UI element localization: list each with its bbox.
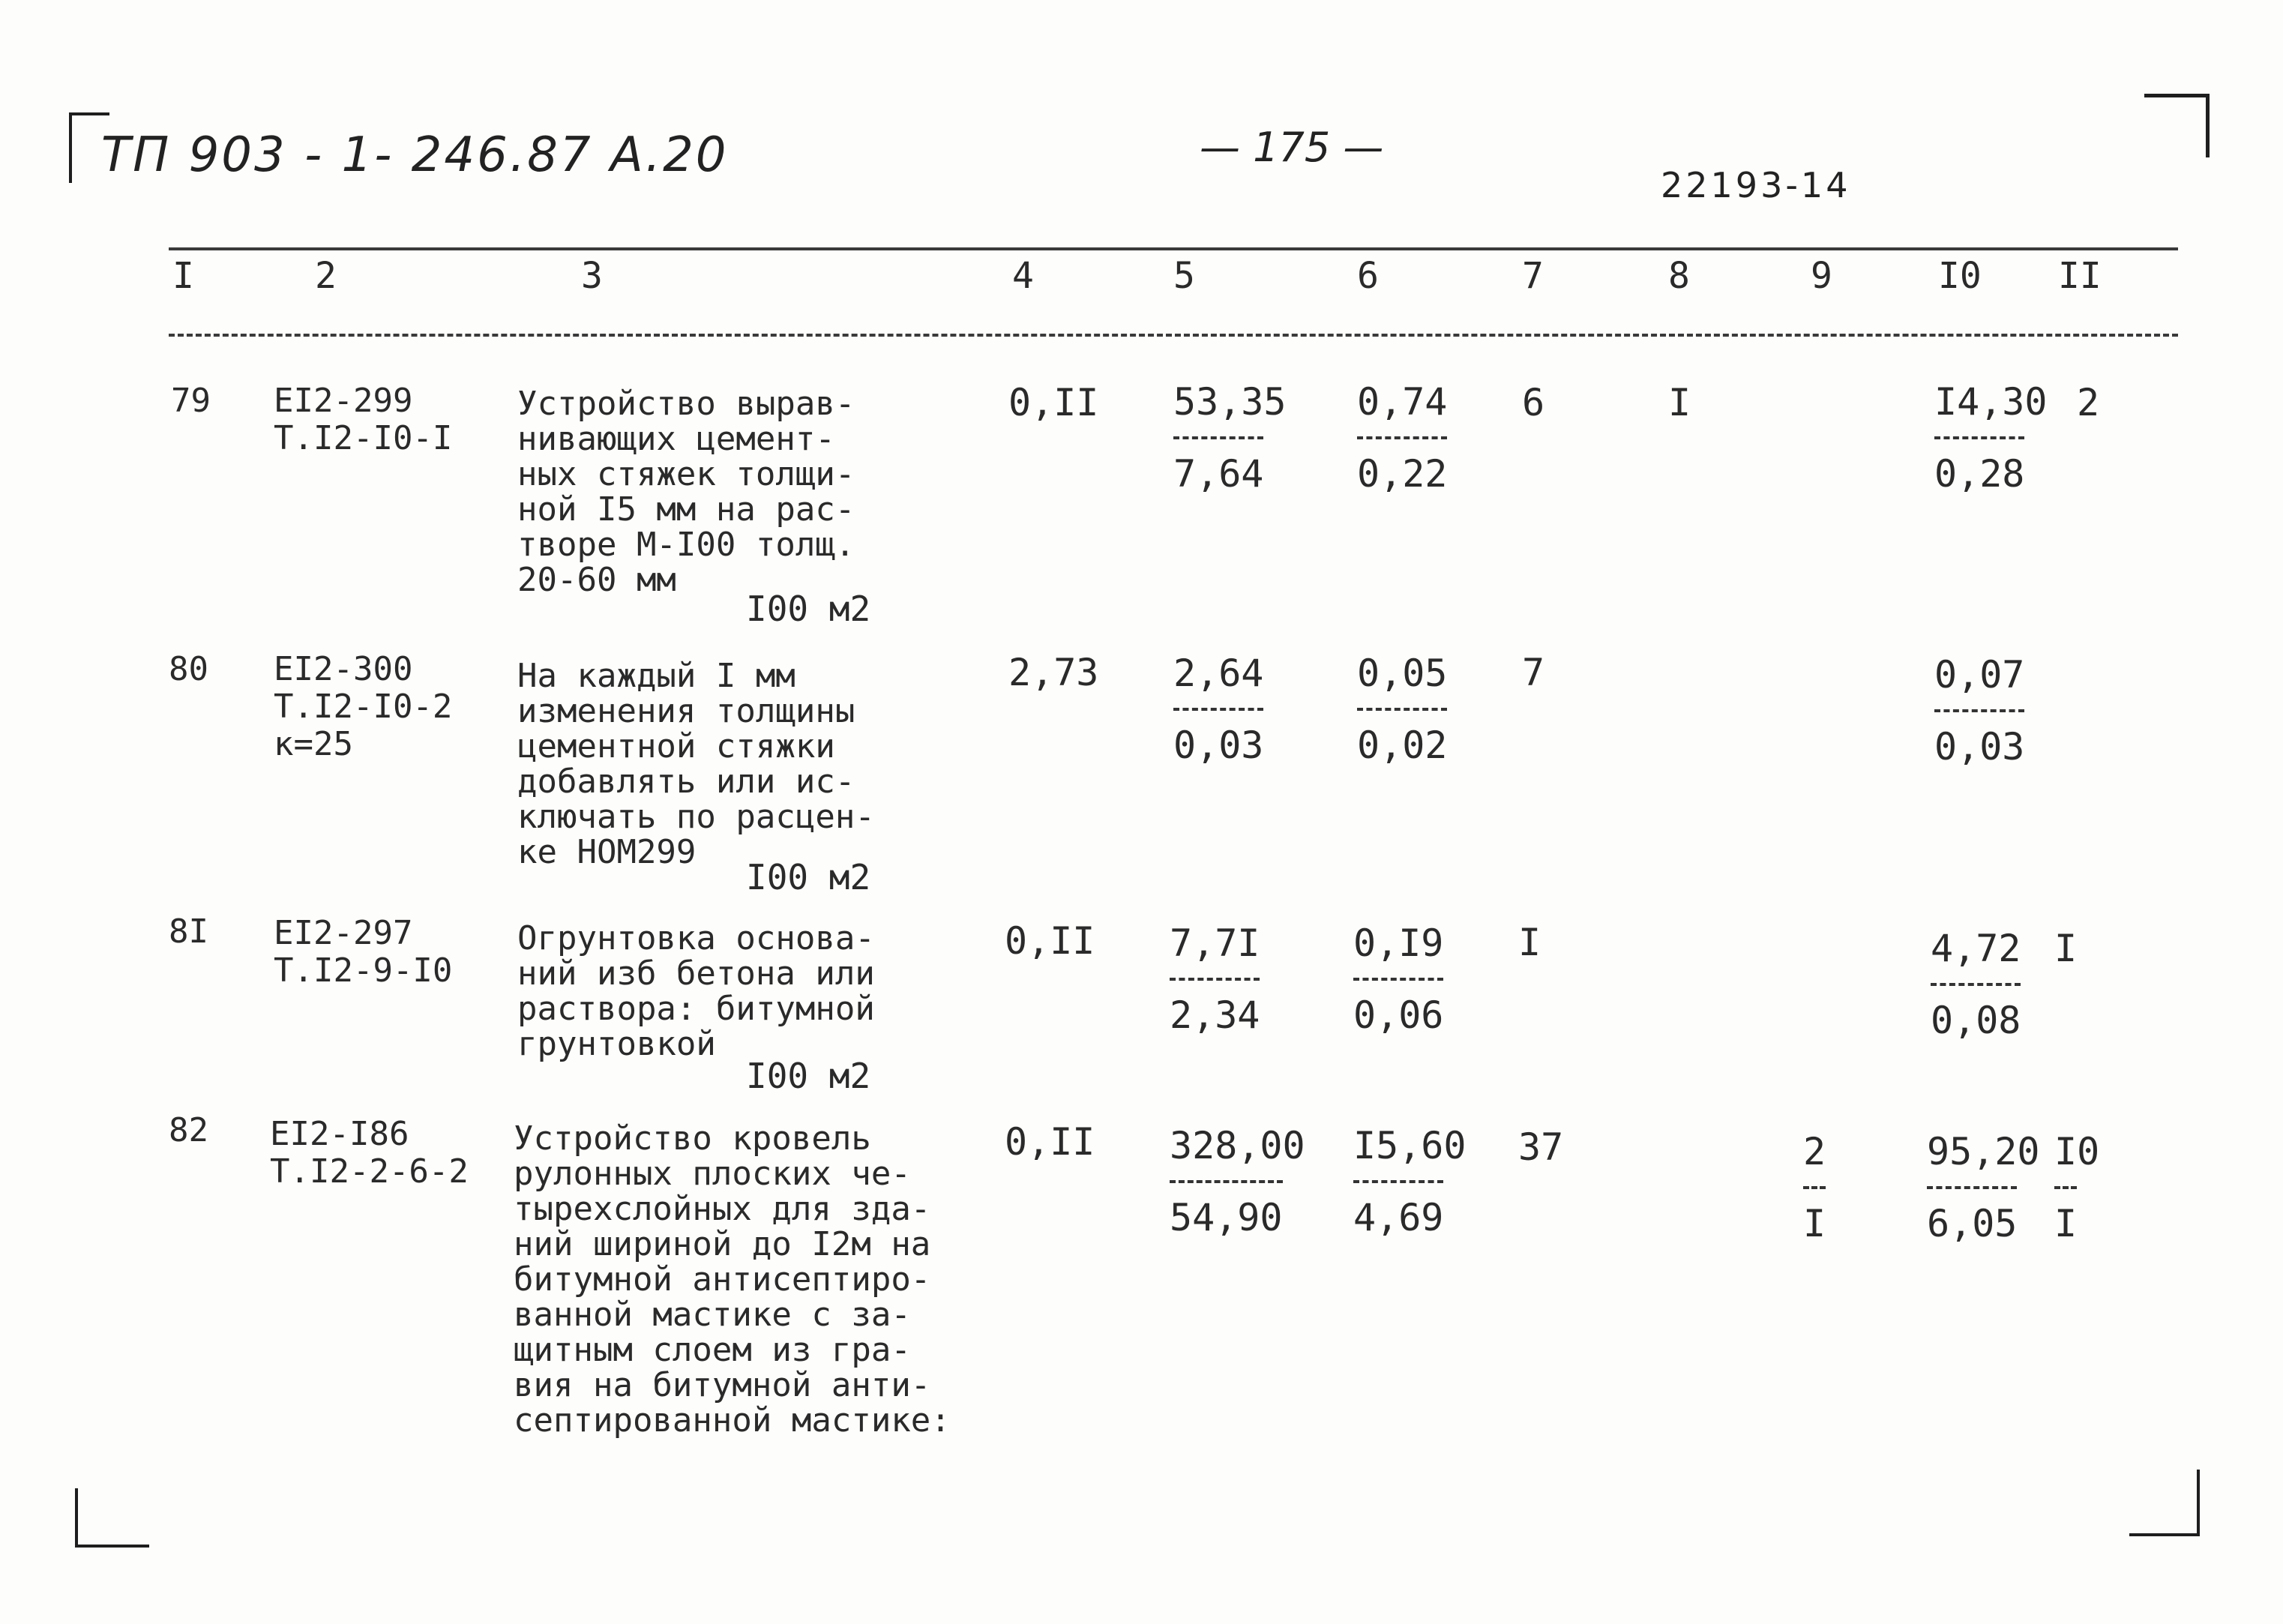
col5-values: [1173, 381, 1287, 495]
col5-bottom: 2,34: [1170, 978, 1260, 1036]
rate-code-line: EI2-299: [274, 382, 413, 420]
quantity: 2,73: [1008, 651, 1099, 694]
rate-code-line: T.I2-I0-I: [274, 419, 453, 457]
col5-bottom: 7,64: [1173, 436, 1263, 495]
page-number: — 175 —: [1200, 124, 1384, 171]
col-header-4: 4: [1012, 255, 1034, 297]
row-number: 80: [169, 650, 208, 688]
rate-code-line: T.I2-2-6-2: [270, 1152, 469, 1191]
rate-code: [274, 651, 452, 763]
col6-top: 0,05: [1357, 652, 1448, 695]
col6-top: 0,74: [1357, 380, 1448, 424]
work-description: Огрунтовка основа- ний изб бетона или раствора: битумной грунтовкой: [517, 919, 875, 1063]
rate-code-line: T.I2-I0-2: [274, 688, 453, 726]
rate-code: [274, 915, 452, 990]
col5-top: 7,7I: [1170, 921, 1260, 965]
rate-code: [274, 382, 452, 457]
col10-top: 4,72: [1931, 927, 2021, 970]
corner-top-right: [2144, 94, 2210, 157]
row-number: 79: [171, 382, 211, 420]
rate-code-line: EI2-I86: [270, 1115, 409, 1153]
col-header-3: 3: [581, 255, 603, 297]
work-description: Устройство вырав- нивающих цемент- ных стяжек толщи- ной I5 мм на рас- творе М-I00 толщ. 20-60 мм: [517, 385, 855, 599]
col10-bottom: 6,05: [1927, 1186, 2017, 1245]
col10-values: [1934, 381, 2048, 495]
col8-value: I: [1668, 381, 1691, 424]
unit: I00 м2: [746, 589, 871, 629]
work-description: На каждый I мм изменения толщины цементной стяжки добавлять или ис- ключать по расцен- ке НОМ299: [517, 657, 875, 871]
col5-values: [1170, 922, 1260, 1036]
col7-value: 37: [1518, 1125, 1564, 1169]
col6-top: I5,60: [1353, 1124, 1467, 1167]
corner-bottom-left: [75, 1488, 149, 1548]
row-number: 8I: [169, 912, 208, 951]
col5-top: 53,35: [1173, 380, 1287, 424]
col5-top: 328,00: [1170, 1124, 1305, 1167]
col6-bottom: 0,02: [1357, 708, 1447, 766]
col6-values: [1353, 922, 1443, 1036]
work-description: Устройство кровель рулонных плоских че- тырехслойных для зда- ний шириной до I2м на битумной антисептиро- ванной мастике с за- щитным слоем из гра- вия на битумной анти- септированной мастике:: [514, 1119, 951, 1440]
col10-top: 95,20: [1927, 1130, 2040, 1173]
col10-bottom: 0,03: [1934, 709, 2024, 768]
col-header-7: 7: [1522, 255, 1544, 297]
col5-top: 2,64: [1173, 652, 1264, 695]
col-header-5: 5: [1173, 255, 1195, 297]
col6-values: [1357, 381, 1447, 495]
col7-value: 7: [1522, 651, 1545, 694]
doc-code: ТП 903 - 1- 246.87 А.20: [101, 127, 729, 183]
table-header-rule: [169, 334, 2178, 337]
rate-code-line: T.I2-9-I0: [274, 951, 453, 990]
col6-values: [1357, 652, 1447, 766]
col-header-1: I: [172, 255, 194, 297]
col6-bottom: 4,69: [1353, 1180, 1443, 1239]
col6-values: [1353, 1125, 1467, 1239]
col6-bottom: 0,22: [1357, 436, 1447, 495]
col10-top: 0,07: [1934, 653, 2025, 697]
corner-bottom-right: [2129, 1470, 2200, 1536]
rate-code-line: к=25: [274, 725, 353, 763]
col6-bottom: 0,06: [1353, 978, 1443, 1036]
col6-top: 0,I9: [1353, 921, 1444, 965]
col-header-8: 8: [1668, 255, 1690, 297]
col9-bottom: I: [1803, 1186, 1826, 1245]
col11-top: I0: [2054, 1130, 2100, 1173]
col5-bottom: 54,90: [1170, 1180, 1283, 1239]
col9-values: [1803, 1131, 1826, 1245]
quantity: 0,II: [1005, 1120, 1095, 1164]
rate-code: [270, 1116, 469, 1191]
col-header-9: 9: [1811, 255, 1832, 297]
col-header-10: I0: [1938, 255, 1982, 297]
col-header-6: 6: [1357, 255, 1379, 297]
col11-value: I: [2054, 927, 2078, 970]
quantity: 0,II: [1008, 381, 1099, 424]
col5-bottom: 0,03: [1173, 708, 1263, 766]
col11-value: 2: [2077, 381, 2100, 424]
col10-values: [1931, 927, 2021, 1041]
unit: I00 м2: [746, 1056, 871, 1096]
unit: I00 м2: [746, 857, 871, 897]
col10-values: [1927, 1131, 2040, 1245]
table-top-rule: [169, 247, 2178, 250]
col10-values: [1934, 654, 2024, 768]
col7-value: 6: [1522, 381, 1545, 424]
col10-bottom: 0,28: [1934, 436, 2024, 495]
rate-code-line: EI2-297: [274, 914, 413, 952]
stamp-number: 22193-14: [1661, 165, 1851, 205]
col-header-11: II: [2058, 255, 2102, 297]
quantity: 0,II: [1005, 919, 1095, 963]
col11-values: [2054, 1131, 2099, 1245]
col9-top: 2: [1803, 1130, 1826, 1173]
col11-bottom: I: [2054, 1186, 2077, 1245]
col5-values: [1170, 1125, 1305, 1239]
row-number: 82: [169, 1111, 208, 1149]
col10-top: I4,30: [1934, 380, 2048, 424]
col10-bottom: 0,08: [1931, 983, 2021, 1041]
col5-values: [1173, 652, 1263, 766]
rate-code-line: EI2-300: [274, 650, 413, 688]
col7-value: I: [1518, 921, 1541, 964]
col-header-2: 2: [315, 255, 337, 297]
